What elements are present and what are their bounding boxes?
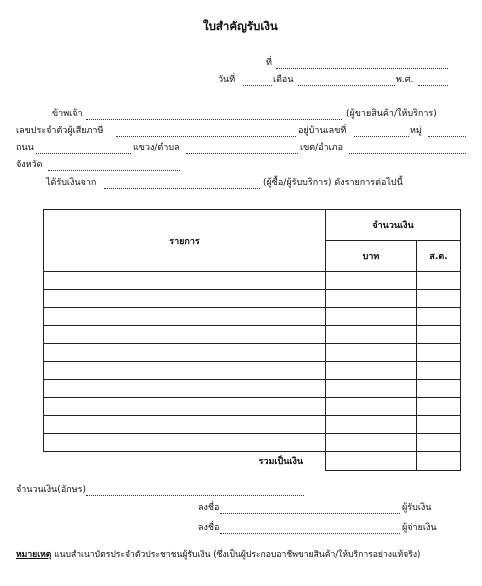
item-cell[interactable] xyxy=(44,434,326,452)
district-field[interactable] xyxy=(349,143,466,154)
table-row xyxy=(44,380,461,398)
subdistrict-label: แขวง/ตำบล xyxy=(133,143,180,153)
receiver-signature-field[interactable] xyxy=(220,503,400,514)
satang-cell[interactable] xyxy=(417,326,461,344)
item-cell[interactable] xyxy=(44,344,326,362)
baht-cell[interactable] xyxy=(326,380,417,398)
baht-cell[interactable] xyxy=(326,290,417,308)
payer-signature-field[interactable] xyxy=(220,523,400,534)
items-header: รายการ xyxy=(44,210,326,272)
table-row xyxy=(44,308,461,326)
taxid-label: เลขประจำตัวผู้เสียภาษี xyxy=(16,126,104,136)
baht-cell[interactable] xyxy=(326,326,417,344)
baht-cell[interactable] xyxy=(326,416,417,434)
satang-cell[interactable] xyxy=(417,308,461,326)
baht-cell[interactable] xyxy=(326,398,417,416)
amount-words-label: จำนวนเงิน(อักษร) xyxy=(16,485,86,495)
signature-label-payer: ลงชื่อ xyxy=(198,523,220,533)
year-field[interactable] xyxy=(418,75,448,86)
total-label: รวมเป็นเงิน xyxy=(44,452,326,471)
satang-header: ส.ต. xyxy=(417,241,461,272)
total-row xyxy=(44,452,461,471)
baht-cell[interactable] xyxy=(326,272,417,290)
taxid-field[interactable] xyxy=(116,126,296,137)
table-row xyxy=(44,434,461,452)
item-cell[interactable] xyxy=(44,398,326,416)
table-row xyxy=(44,272,461,290)
payer-role: ผู้จ่ายเงิน xyxy=(402,523,437,533)
year-label: พ.ศ. xyxy=(396,75,414,85)
received-from-label: ได้รับเงินจาก xyxy=(46,178,97,188)
seller-name-field[interactable] xyxy=(86,109,342,120)
seller-name-label: ข้าพเจ้า xyxy=(52,109,83,119)
item-cell[interactable] xyxy=(44,326,326,344)
satang-cell[interactable] xyxy=(417,290,461,308)
month-field[interactable] xyxy=(298,75,395,86)
baht-cell[interactable] xyxy=(326,434,417,452)
satang-cell[interactable] xyxy=(417,362,461,380)
satang-cell[interactable] xyxy=(417,380,461,398)
province-label: จังหวัด xyxy=(16,160,43,170)
item-cell[interactable] xyxy=(44,290,326,308)
moo-label: หมู่ xyxy=(410,126,422,136)
received-from-note: (ผู้ซื้อ/ผู้รับบริการ) ดังรายการต่อไปนี้ xyxy=(263,178,403,188)
receiver-role: ผู้รับเงิน xyxy=(402,503,432,513)
road-label: ถนน xyxy=(16,143,34,153)
satang-cell[interactable] xyxy=(417,398,461,416)
satang-cell[interactable] xyxy=(417,434,461,452)
remark-label: หมายเหตุ xyxy=(16,550,52,560)
road-field[interactable] xyxy=(36,143,131,154)
signature-label-receiver: ลงชื่อ xyxy=(198,503,220,513)
baht-cell[interactable] xyxy=(326,362,417,380)
day-field[interactable] xyxy=(243,75,272,86)
month-label: เดือน xyxy=(273,75,294,85)
seller-note: (ผู้ขายสินค้า/ให้บริการ) xyxy=(346,109,437,119)
remark xyxy=(16,549,420,561)
district-label: เขต/อำเภอ xyxy=(300,143,343,153)
table-row xyxy=(44,416,461,434)
date-label: วันที่ xyxy=(218,75,236,85)
province-field[interactable] xyxy=(48,160,180,171)
item-cell[interactable] xyxy=(44,272,326,290)
item-cell[interactable] xyxy=(44,416,326,434)
items-table xyxy=(43,209,461,471)
moo-field[interactable] xyxy=(428,126,466,137)
baht-cell[interactable] xyxy=(326,344,417,362)
received-from-field[interactable] xyxy=(104,178,260,189)
item-cell[interactable] xyxy=(44,362,326,380)
amount-header: จำนวนเงิน xyxy=(326,210,461,241)
table-row xyxy=(44,344,461,362)
subdistrict-field[interactable] xyxy=(186,143,298,154)
doc-number-field[interactable] xyxy=(276,58,448,69)
item-cell[interactable] xyxy=(44,380,326,398)
house-number-field[interactable] xyxy=(354,126,409,137)
table-row xyxy=(44,362,461,380)
house-number-label: อยู่บ้านเลขที่ xyxy=(298,126,347,136)
baht-cell[interactable] xyxy=(326,308,417,326)
remark-text: แนบสำเนาบัตรประจำตัวประชาชนผู้รับเงิน (ซึ่งเป็นผู้ประกอบอาชีพขายสินค้า/ให้บริการอย่างแท้จริง) xyxy=(51,550,421,560)
item-cell[interactable] xyxy=(44,308,326,326)
satang-cell[interactable] xyxy=(417,344,461,362)
table-row xyxy=(44,290,461,308)
amount-words-field[interactable] xyxy=(86,485,304,496)
document-title: ใบสำคัญรับเงิน xyxy=(203,19,278,33)
satang-cell[interactable] xyxy=(417,416,461,434)
total-satang-cell[interactable] xyxy=(417,452,461,471)
table-row xyxy=(44,398,461,416)
table-row xyxy=(44,326,461,344)
doc-number-label: ที่ xyxy=(266,58,272,68)
satang-cell[interactable] xyxy=(417,272,461,290)
total-baht-cell[interactable] xyxy=(326,452,417,471)
baht-header: บาท xyxy=(326,241,417,272)
